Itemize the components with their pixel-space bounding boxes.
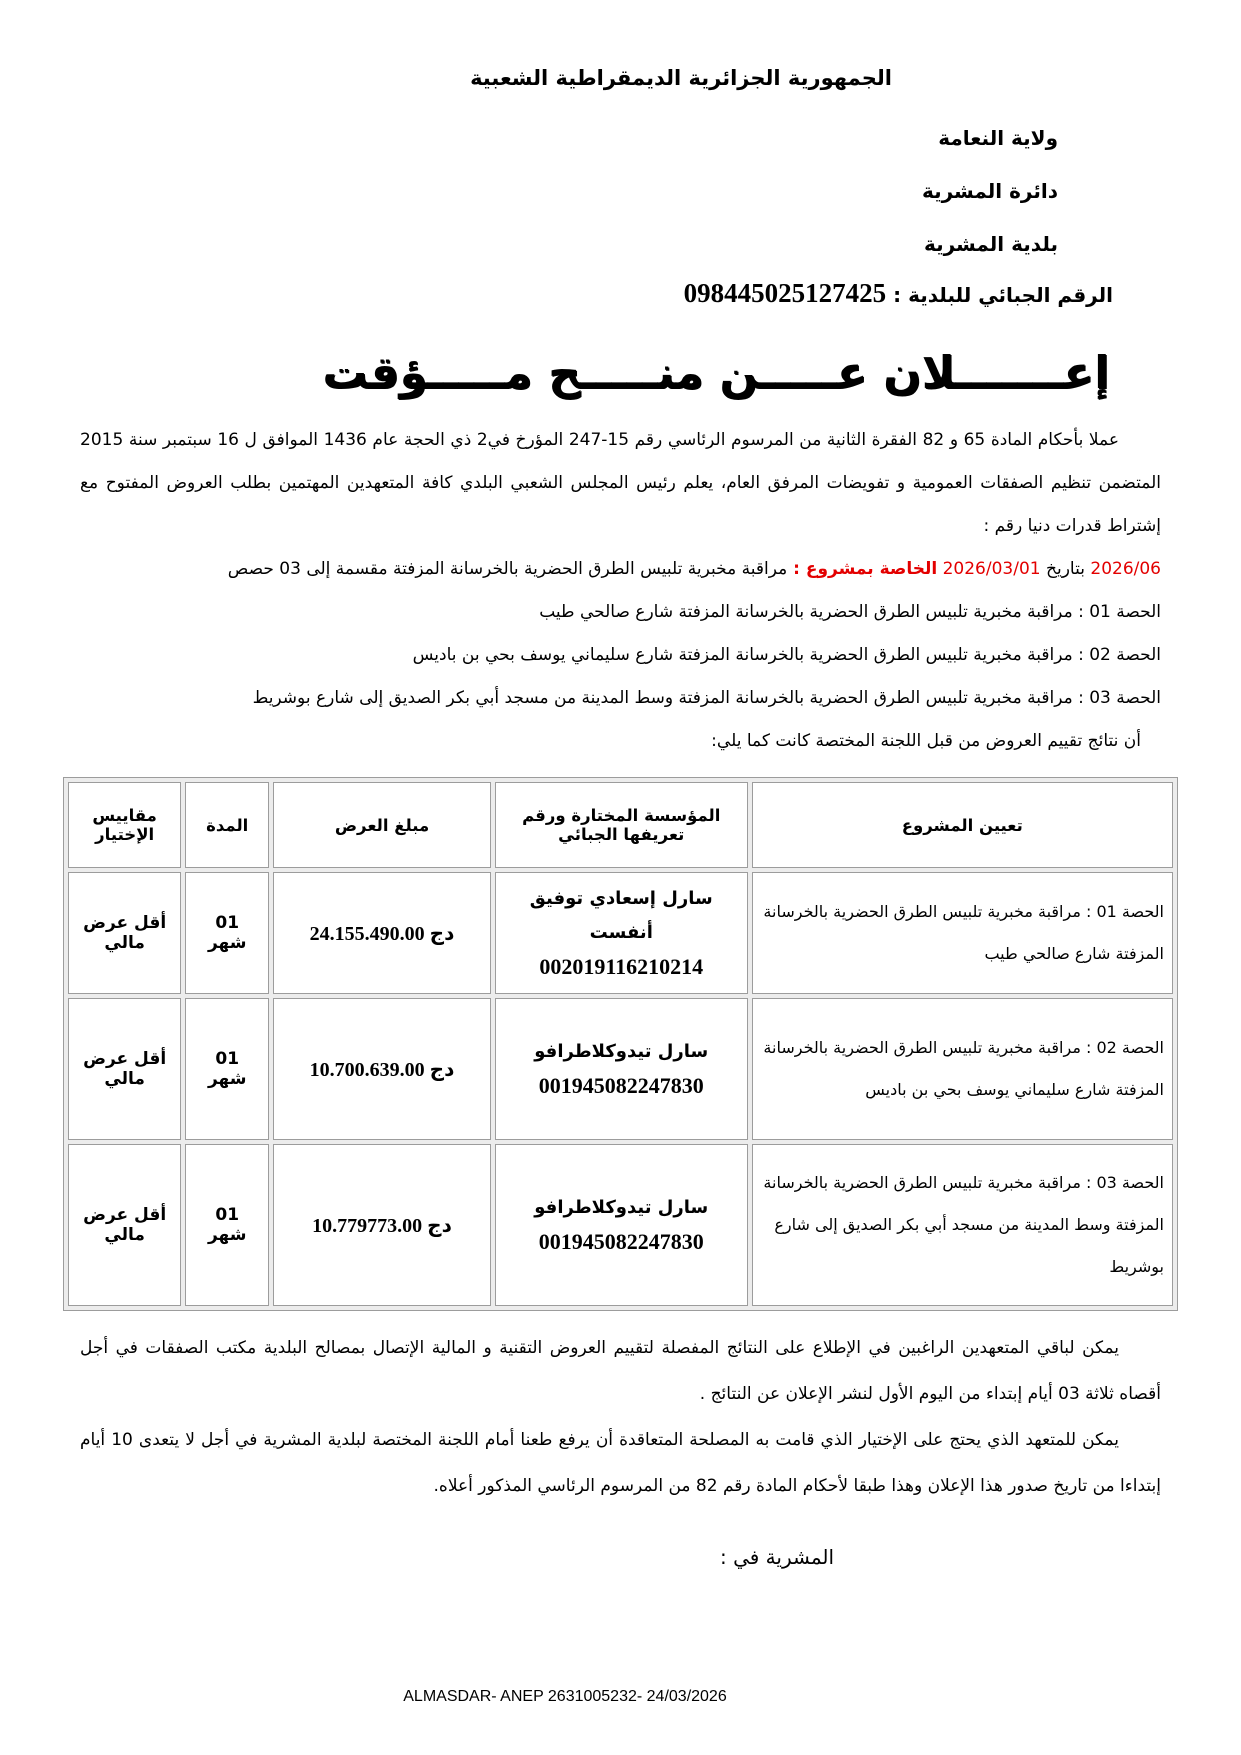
fiscal-id-label: الرقم الجبائي للبلدية :	[893, 283, 1113, 307]
tender-date: 2026/03/01	[942, 559, 1041, 579]
results-intro-line: أن نتائج تقييم العروض من قبل اللجنة المختصة كانت كما يلي:	[711, 731, 1141, 751]
project-cell: الحصة 01 : مراقبة مخبرية تلبيس الطرق الحضرية بالخرسانة المزفتة شارع صالحي طيب	[752, 872, 1173, 994]
project-cell: الحصة 03 : مراقبة مخبرية تلبيس الطرق الحضرية بالخرسانة المزفتة وسط المدينة من مسجد أبي بكر الصديق إلى شارع بوشريط	[752, 1144, 1173, 1306]
company-fiscal-id: 002019116210214	[539, 954, 704, 979]
tender-reference-line	[80, 548, 1161, 591]
column-header-duration: المدة	[185, 782, 269, 868]
criteria-cell: أقل عرض مالي	[68, 1144, 181, 1306]
signature-place-line: المشرية في :	[720, 1545, 835, 1569]
company-cell	[495, 998, 748, 1140]
column-header-company: المؤسسة المختارة ورقم تعريفها الجبائي	[495, 782, 748, 868]
duration-cell: 01 شهر	[185, 998, 269, 1140]
amount-cell: 10.779773.00 دج	[273, 1144, 491, 1306]
lot-3-line: الحصة 03 : مراقبة مخبرية تلبيس الطرق الحضرية بالخرسانة المزفتة وسط المدينة من مسجد أبي بكر الصديق إلى شارع بوشريط	[252, 688, 1161, 708]
footer-paragraph-consult: يمكن لباقي المتعهدين الراغبين في الإطلاع على النتائج المفصلة لتقييم العروض التقنية و المالية الإتصال بمصالح البلدية مكتب الصفقات في أجل أقصاه ثلاثة 03 أيام إبتداء من اليوم الأول لنشر الإعلان عن النتائج .	[80, 1338, 1161, 1404]
table-row	[68, 998, 1173, 1140]
tender-number: 2026/06	[1090, 559, 1161, 579]
amount-cell: 10.700.639.00 دج	[273, 998, 491, 1140]
daira-line: دائرة المشرية	[921, 179, 1058, 203]
announcement-title: إعـــــــلان عـــــن منـــــح مـــــؤقت	[322, 346, 1110, 399]
fiscal-id-line	[80, 273, 1161, 315]
wilaya-line: ولاية النعامة	[938, 126, 1058, 150]
company-fiscal-id: 001945082247830	[538, 1073, 704, 1098]
project-cell: الحصة 02 : مراقبة مخبرية تلبيس الطرق الحضرية بالخرسانة المزفتة شارع سليماني يوسف بحي بن باديس	[752, 998, 1173, 1140]
project-description: مراقبة مخبرية تلبيس الطرق الحضرية بالخرسانة المزفتة مقسمة إلى 03 حصص	[227, 559, 788, 579]
table-header-row	[68, 782, 1173, 868]
company-name: سارل إسعادي توفيق أنفست	[529, 888, 713, 943]
duration-cell: 01 شهر	[185, 872, 269, 994]
company-cell	[495, 1144, 748, 1306]
results-table	[63, 777, 1178, 1311]
project-colon: :	[787, 559, 806, 579]
table-row	[68, 1144, 1173, 1306]
amount-cell: 24.155.490.00 دج	[273, 872, 491, 994]
table-row	[68, 872, 1173, 994]
footer-paragraphs	[80, 1325, 1161, 1509]
column-header-project: تعيين المشروع	[752, 782, 1173, 868]
republic-header-line: الجمهورية الجزائرية الديمقراطية الشعبية	[470, 66, 892, 90]
fiscal-id-number: 098445025127425	[683, 278, 887, 308]
lot-2-line: الحصة 02 : مراقبة مخبرية تلبيس الطرق الحضرية بالخرسانة المزفتة شارع سليماني يوسف بحي بن باديس	[412, 645, 1161, 665]
lot-1-line: الحصة 01 : مراقبة مخبرية تلبيس الطرق الحضرية بالخرسانة المزفتة شارع صالحي طيب	[539, 602, 1161, 622]
administrative-header-block	[80, 112, 1161, 271]
criteria-cell: أقل عرض مالي	[68, 998, 181, 1140]
intro-paragraph: عملا بأحكام المادة 65 و 82 الفقرة الثانية من المرسوم الرئاسي رقم 15-247 المؤرخ في2 ذي الحجة عام 1436 الموافق ل 16 سبتمبر سنة 2015 المتضمن تنظيم الصفقات العمومية و تفويضات المرفق العام، يعلم رئيس المجلس الشعبي البلدي كافة المتعهدين المهتمين بطلب العروض المفتوح مع إشتراط قدرات دنيا رقم :	[80, 430, 1161, 536]
company-name: سارل تيدوكلاطرافو	[534, 1197, 709, 1218]
column-header-criteria: مقاييس الإختيار	[68, 782, 181, 868]
company-cell	[495, 872, 748, 994]
criteria-cell: أقل عرض مالي	[68, 872, 181, 994]
commune-line: بلدية المشرية	[923, 232, 1058, 256]
tender-date-word: بتاريخ	[1046, 559, 1085, 579]
company-name: سارل تيدوكلاطرافو	[534, 1041, 709, 1062]
anep-reference-line: ALMASDAR- ANEP 2631005232- 24/03/2026	[403, 1688, 727, 1705]
project-label: الخاصة بمشروع	[805, 559, 938, 579]
duration-cell: 01 شهر	[185, 1144, 269, 1306]
footer-paragraph-appeal: يمكن للمتعهد الذي يحتج على الإختيار الذي قامت به المصلحة المتعاقدة أن يرفع طعنا أمام اللجنة المختصة لبلدية المشرية في أجل لا يتعدى 10 أيام إبتداءا من تاريخ صدور هذا الإعلان وهذا طبقا لأحكام المادة رقم 82 من المرسوم الرئاسي المذكور أعلاه.	[80, 1430, 1161, 1496]
company-fiscal-id: 001945082247830	[538, 1229, 704, 1254]
column-header-amount: مبلغ العرض	[273, 782, 491, 868]
